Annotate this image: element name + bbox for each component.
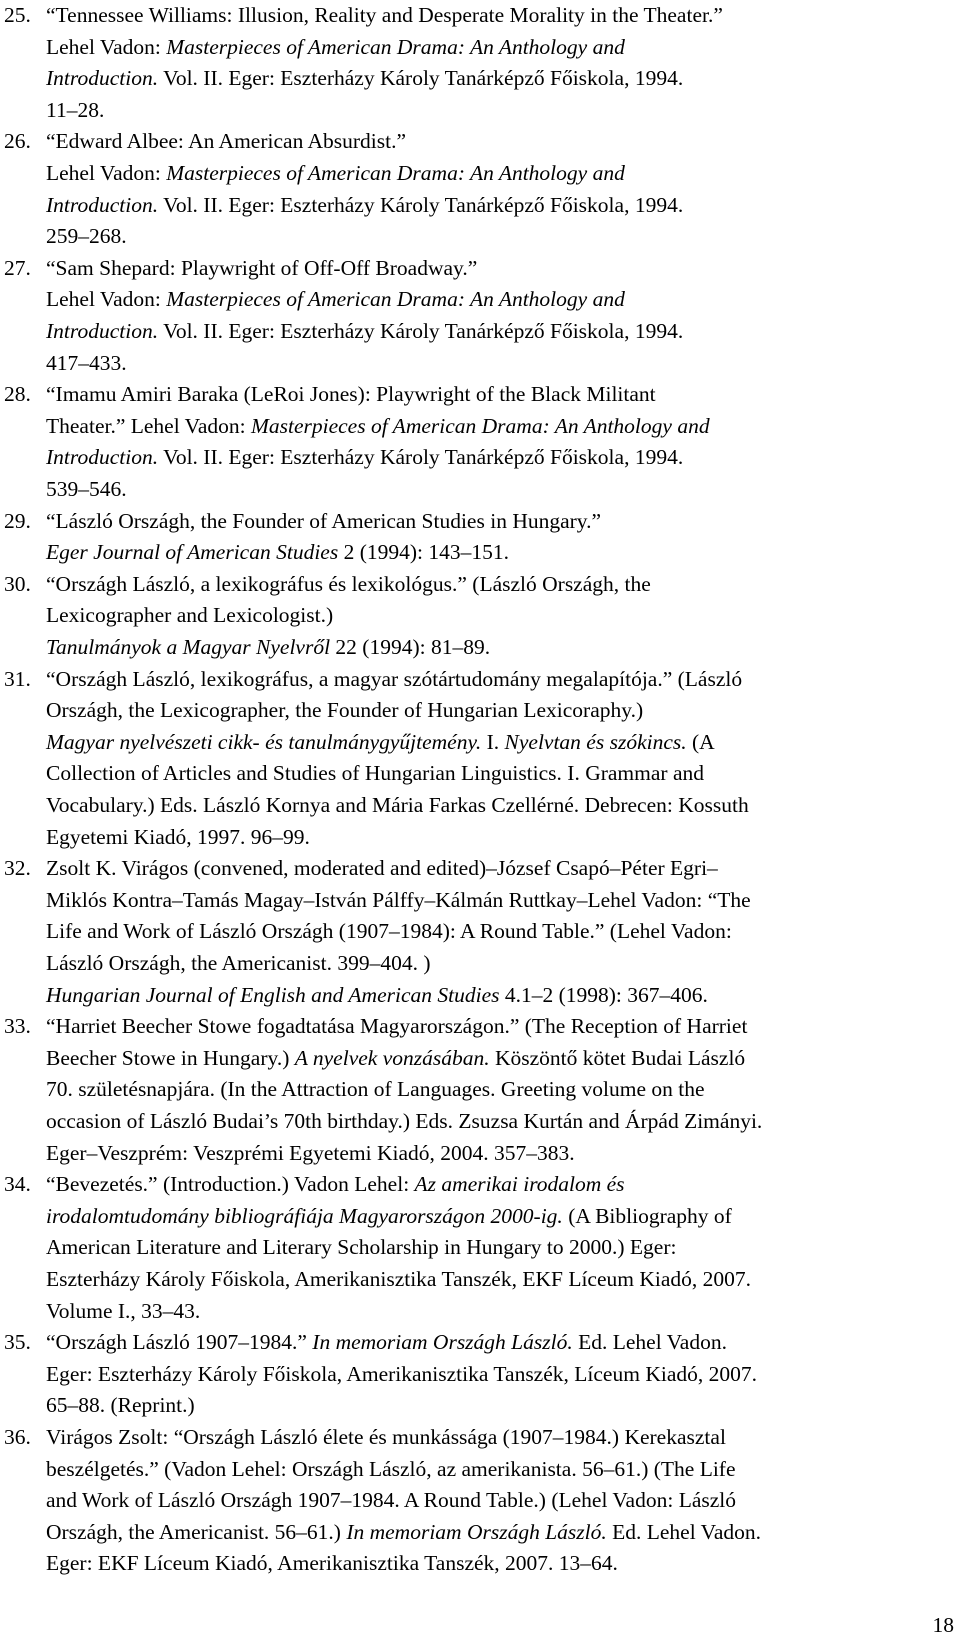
italic-title-text: Introduction. bbox=[46, 66, 159, 91]
italic-title-text: Tanulmányok a Magyar Nyelvről bbox=[46, 634, 331, 659]
italic-title-text: Masterpieces of American Drama: An Anthology and bbox=[166, 34, 625, 59]
italic-title-text: Nyelvtan és szókincs. bbox=[504, 729, 687, 754]
bibliography-entry bbox=[0, 1169, 940, 1327]
entry-line bbox=[46, 126, 406, 157]
entry-number: 26. bbox=[4, 129, 31, 154]
entry-text: Lexicographer and Lexicologist.) bbox=[46, 603, 334, 628]
entry-text: “Edward Albee: An American Absurdist.” bbox=[46, 129, 407, 154]
entry-text: 539–546. bbox=[46, 476, 127, 501]
entry-text: “Sam Shepard: Playwright of Off-Off Broadway.” bbox=[46, 255, 478, 280]
bibliography-entry bbox=[0, 253, 940, 379]
italic-title-text: A nyelvek vonzásában. bbox=[294, 1045, 490, 1070]
entry-line bbox=[46, 1074, 705, 1105]
entry-text: 11–28. bbox=[46, 97, 105, 122]
entry-text: Eger–Veszprém: Veszprémi Egyetemi Kiadó, 2004. 357–383. bbox=[46, 1140, 575, 1165]
entry-number: 33. bbox=[4, 1014, 31, 1039]
entry-text: Vol. II. Eger: Eszterházy Károly Tanárképző Főiskola, 1994. bbox=[158, 445, 684, 470]
entry-line bbox=[46, 316, 683, 347]
entry-text: 259–268. bbox=[46, 224, 127, 249]
entry-text: “Tennessee Williams: Illusion, Reality and Desperate Morality in the Theater.” bbox=[46, 3, 723, 27]
entry-number: 31. bbox=[4, 666, 31, 691]
entry-text: occasion of László Budai’s 70th birthday.) Eds. Zsuzsa Kurtán and Árpád Zimányi. bbox=[46, 1108, 763, 1133]
entry-number: 29. bbox=[4, 508, 31, 533]
entry-text: Eger: EKF Líceum Kiadó, Amerikanisztika Tanszék, 2007. 13–64. bbox=[46, 1551, 618, 1576]
bibliography-entry bbox=[0, 569, 940, 664]
entry-line bbox=[46, 822, 310, 853]
entry-line bbox=[46, 63, 683, 94]
entry-line bbox=[46, 506, 601, 537]
entry-line bbox=[46, 727, 715, 758]
entry-line bbox=[46, 695, 643, 726]
entry-text: “Országh László 1907–1984.” bbox=[46, 1330, 313, 1355]
entry-line bbox=[46, 600, 333, 631]
italic-title-text: Masterpieces of American Drama: An Anthology and bbox=[250, 413, 710, 438]
entry-line bbox=[46, 1359, 757, 1390]
entry-text: Ed. Lehel Vadon. bbox=[606, 1519, 761, 1544]
entry-text: Beecher Stowe in Hungary.) bbox=[46, 1045, 295, 1070]
bibliography-entry bbox=[0, 1011, 940, 1169]
entry-line bbox=[46, 1485, 736, 1516]
italic-title-text: Introduction. bbox=[46, 445, 159, 470]
entry-line bbox=[46, 758, 704, 789]
entry-line bbox=[46, 158, 625, 189]
entry-line bbox=[46, 190, 683, 221]
italic-title-text: Hungarian Journal of English and American Studies bbox=[46, 982, 500, 1007]
bibliography-entry bbox=[0, 1327, 940, 1422]
entry-line bbox=[46, 1264, 751, 1295]
entry-text: Egyetemi Kiadó, 1997. 96–99. bbox=[46, 824, 310, 849]
entry-text: Collection of Articles and Studies of Hungarian Linguistics. I. Grammar and bbox=[46, 761, 704, 786]
entry-text: I. bbox=[481, 729, 505, 754]
entry-line bbox=[46, 632, 490, 663]
entry-text: Országh, the Lexicographer, the Founder of Hungarian Lexicoraphy.) bbox=[46, 698, 644, 723]
entry-text: Eszterházy Károly Főiskola, Amerikanisztika Tanszék, EKF Líceum Kiadó, 2007. bbox=[46, 1266, 752, 1291]
entry-text: Köszöntő kötet Budai László bbox=[489, 1045, 746, 1070]
entry-line bbox=[46, 1169, 625, 1200]
entry-number: 36. bbox=[4, 1425, 31, 1449]
entry-text: Lehel Vadon: bbox=[46, 34, 167, 59]
entry-line bbox=[46, 537, 509, 568]
entry-text: (A Bibliography of bbox=[562, 1203, 732, 1228]
entry-line bbox=[46, 1106, 762, 1137]
entry-number: 25. bbox=[4, 3, 31, 27]
entry-number: 32. bbox=[4, 856, 31, 881]
entry-text: “Országh László, a lexikográfus és lexikológus.” (László Országh, the bbox=[46, 571, 651, 596]
entry-text: “Országh László, lexikográfus, a magyar szótártudomány megalapítója.” (László bbox=[46, 666, 743, 691]
italic-title-text: In memoriam Országh László. bbox=[346, 1519, 607, 1544]
entry-text: 22 (1994): 81–89. bbox=[330, 634, 491, 659]
entry-line bbox=[46, 1043, 745, 1074]
entry-text: Vol. II. Eger: Eszterházy Károly Tanárképző Főiskola, 1994. bbox=[158, 66, 684, 91]
entry-text: Eger: Eszterházy Károly Főiskola, Amerikanisztika Tanszék, Líceum Kiadó, 2007. bbox=[46, 1361, 757, 1386]
entry-text: 65–88. (Reprint.) bbox=[46, 1393, 195, 1418]
entry-text: Vol. II. Eger: Eszterházy Károly Tanárképző Főiskola, 1994. bbox=[158, 192, 684, 217]
entry-text: Lehel Vadon: bbox=[46, 287, 167, 312]
entry-line bbox=[46, 1517, 761, 1548]
entry-line bbox=[46, 885, 751, 916]
entry-line bbox=[46, 1422, 726, 1453]
page-number: 18 bbox=[932, 1613, 954, 1637]
entry-number: 28. bbox=[4, 382, 31, 407]
entry-text: “Bevezetés.” (Introduction.) Vadon Lehel: bbox=[46, 1172, 415, 1197]
entry-line bbox=[46, 221, 127, 252]
bibliography-entry bbox=[0, 1422, 940, 1580]
entry-line bbox=[46, 442, 683, 473]
entry-text: American Literature and Literary Scholarship in Hungary to 2000.) Eger: bbox=[46, 1235, 677, 1260]
italic-title-text: Introduction. bbox=[46, 192, 159, 217]
entry-text: Volume I., 33–43. bbox=[46, 1298, 201, 1323]
entry-text: and Work of László Országh 1907–1984. A Round Table.) (Lehel Vadon: László bbox=[46, 1488, 737, 1513]
entry-text: Zsolt K. Virágos (convened, moderated and edited)–József Csapó–Péter Egri– bbox=[46, 856, 718, 881]
entry-line bbox=[46, 284, 625, 315]
entry-line bbox=[46, 948, 431, 979]
bibliography-entry bbox=[0, 853, 940, 1011]
entry-line bbox=[46, 0, 723, 31]
entry-line bbox=[46, 790, 749, 821]
entry-line bbox=[46, 853, 718, 884]
entry-line bbox=[46, 980, 708, 1011]
entry-text: 70. születésnapjára. (In the Attraction of Languages. Greeting volume on the bbox=[46, 1077, 705, 1102]
entry-number: 27. bbox=[4, 255, 31, 280]
entry-text: Miklós Kontra–Tamás Magay–István Pálffy–Kálmán Ruttkay–Lehel Vadon: “The bbox=[46, 887, 751, 912]
entry-text: Theater.” Lehel Vadon: bbox=[46, 413, 251, 438]
entry-line bbox=[46, 569, 651, 600]
entry-text: Ed. Lehel Vadon. bbox=[572, 1330, 727, 1355]
entry-number: 30. bbox=[4, 571, 31, 596]
entry-line bbox=[46, 1327, 727, 1358]
entry-line bbox=[46, 95, 104, 126]
italic-title-text: Masterpieces of American Drama: An Anthology and bbox=[166, 160, 625, 185]
entry-text: Országh, the Americanist. 56–61.) bbox=[46, 1519, 347, 1544]
entry-line bbox=[46, 1138, 575, 1169]
entry-line bbox=[46, 1201, 732, 1232]
entry-text: Vol. II. Eger: Eszterházy Károly Tanárképző Főiskola, 1994. bbox=[158, 318, 684, 343]
entry-line bbox=[46, 474, 127, 505]
italic-title-text: Masterpieces of American Drama: An Anthology and bbox=[166, 287, 625, 312]
italic-title-text: Eger Journal of American Studies bbox=[46, 540, 339, 565]
italic-title-text: Introduction. bbox=[46, 318, 159, 343]
entry-line bbox=[46, 379, 656, 410]
italic-title-text: Magyar nyelvészeti cikk- és tanulmánygyűjtemény. bbox=[46, 729, 482, 754]
italic-title-text: Az amerikai irodalom és bbox=[414, 1172, 625, 1197]
entry-line bbox=[46, 348, 127, 379]
entry-line bbox=[46, 253, 477, 284]
entry-text: 417–433. bbox=[46, 350, 127, 375]
entry-text: 2 (1994): 143–151. bbox=[338, 540, 509, 565]
entry-text: beszélgetés.” (Vadon Lehel: Országh László, az amerikanista. 56–61.) (The Life bbox=[46, 1456, 736, 1481]
entry-line bbox=[46, 916, 732, 947]
italic-title-text: irodalomtudomány bibliográfiája Magyarországon 2000-ig. bbox=[46, 1203, 563, 1228]
entry-line bbox=[46, 1390, 195, 1421]
entry-line bbox=[46, 32, 625, 63]
entry-text: (A bbox=[686, 729, 715, 754]
entry-text: Lehel Vadon: bbox=[46, 160, 167, 185]
entry-text: “László Országh, the Founder of American Studies in Hungary.” bbox=[46, 508, 602, 533]
entry-text: Vocabulary.) Eds. László Kornya and Mária Farkas Czellérné. Debrecen: Kossuth bbox=[46, 792, 749, 817]
entry-line bbox=[46, 1548, 618, 1579]
entry-line bbox=[46, 1232, 676, 1263]
bibliography-entry bbox=[0, 0, 940, 126]
entry-line bbox=[46, 1011, 747, 1042]
entry-line bbox=[46, 411, 710, 442]
entry-text: László Országh, the Americanist. 399–404. ) bbox=[46, 950, 431, 975]
bibliography-entry bbox=[0, 664, 940, 854]
entry-number: 34. bbox=[4, 1172, 31, 1197]
bibliography-entry bbox=[0, 126, 940, 252]
bibliography-entry bbox=[0, 379, 940, 505]
bibliography-entry bbox=[0, 506, 940, 569]
entry-text: “Imamu Amiri Baraka (LeRoi Jones): Playwright of the Black Militant bbox=[46, 382, 656, 407]
entry-number: 35. bbox=[4, 1330, 31, 1355]
entry-line bbox=[46, 1296, 200, 1327]
entry-line bbox=[46, 664, 742, 695]
entry-text: Life and Work of László Országh (1907–1984): A Round Table.” (Lehel Vadon: bbox=[46, 919, 732, 944]
entry-text: Virágos Zsolt: “Országh László élete és munkássága (1907–1984.) Kerekasztal bbox=[46, 1425, 726, 1449]
entry-text: 4.1–2 (1998): 367–406. bbox=[499, 982, 708, 1007]
italic-title-text: In memoriam Országh László. bbox=[312, 1330, 573, 1355]
entry-line bbox=[46, 1454, 736, 1485]
entry-text: “Harriet Beecher Stowe fogadtatása Magyarországon.” (The Reception of Harriet bbox=[46, 1014, 748, 1039]
